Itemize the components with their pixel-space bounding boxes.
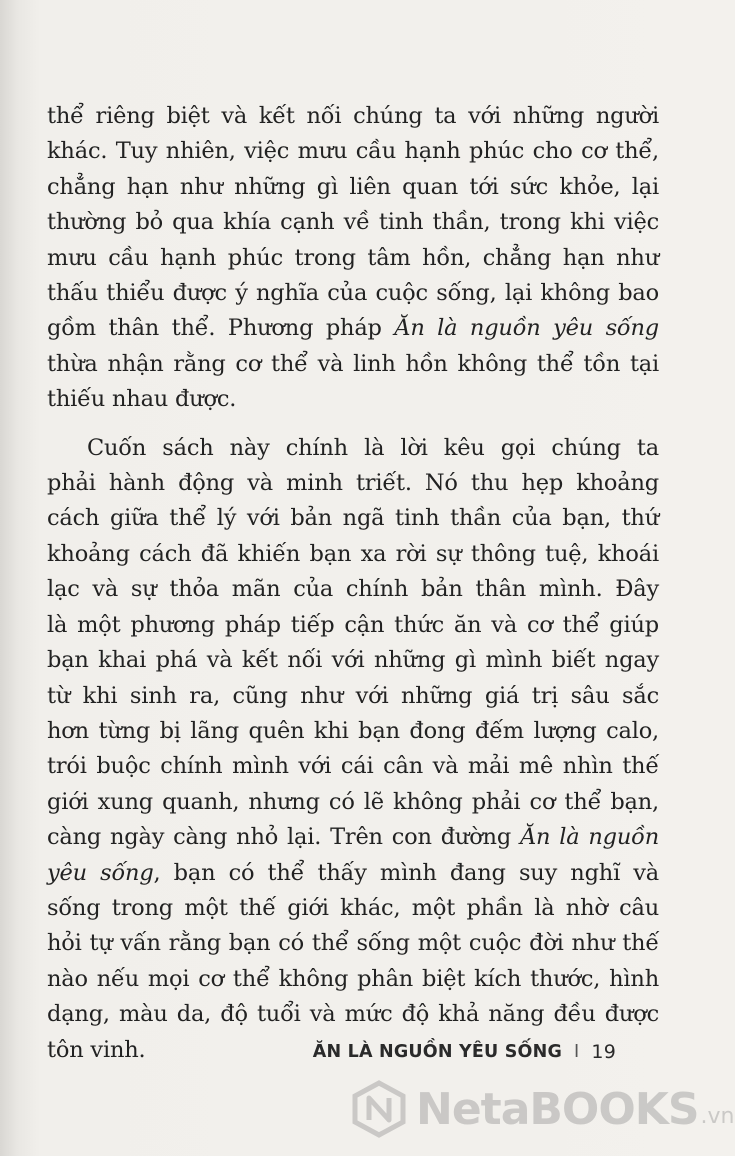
- book-title-italic: Ăn là nguồn: [519, 824, 659, 851]
- watermark: [350, 1080, 735, 1138]
- text-line: hỏi tự vấn rằng bạn có thể sống một cuộc đời như thế: [47, 930, 659, 957]
- text-line: cách giữa thể lý với bản ngã tinh thần của bạn, thứ: [47, 505, 659, 532]
- text-run: , bạn có thể thấy mình đang suy nghĩ và: [153, 859, 660, 886]
- text-line: từ khi sinh ra, cũng như với những giá trị sâu sắc: [47, 682, 659, 709]
- watermark-suffix: .vn: [700, 1103, 735, 1129]
- book-title-italic: yêu sống: [47, 859, 154, 886]
- text-line: thường bỏ qua khía cạnh về tinh thần, trong khi việc: [47, 209, 659, 236]
- text-line: Cuốn sách này chính là lời kêu gọi chúng ta: [87, 434, 659, 461]
- running-footer: [313, 1041, 616, 1063]
- netabooks-logo-icon: [350, 1080, 408, 1138]
- text-line: thừa nhận rằng cơ thể và linh hồn không thể tồn tại: [47, 350, 659, 377]
- footer-separator: I: [574, 1042, 580, 1062]
- page-number: 19: [591, 1041, 616, 1063]
- running-title: ĂN LÀ NGUỒN YÊU SỐNG: [312, 1042, 563, 1062]
- text-line: nào nếu mọi cơ thể không phân biệt kích thước, hình: [47, 965, 659, 992]
- text-line: hơn từng bị lãng quên khi bạn đong đếm lượng calo,: [47, 717, 659, 744]
- watermark-brand: NetaBOOKS: [416, 1083, 699, 1135]
- text-line: tôn vinh.: [47, 1036, 146, 1063]
- text-line: trói buộc chính mình với cái cân và mải mê nhìn thế: [47, 753, 659, 780]
- paragraph-2: [47, 431, 659, 1033]
- paragraph-1-end: [47, 382, 659, 417]
- book-title-italic: Ăn là nguồn yêu sống: [394, 315, 659, 342]
- text-run: gồm thân thể. Phương pháp: [47, 315, 395, 342]
- paragraph-1: [47, 99, 659, 382]
- text-line: thiếu nhau được.: [47, 386, 237, 413]
- text-line: dạng, màu da, độ tuổi và mức độ khả năng đều được: [47, 1001, 659, 1028]
- text-line: thấu thiểu được ý nghĩa của cuộc sống, lại không bao: [47, 280, 659, 307]
- text-line: thể riêng biệt và kết nối chúng ta với những người: [47, 103, 659, 129]
- text-line: là một phương pháp tiếp cận thức ăn và cơ thể giúp: [47, 611, 659, 638]
- text-line: mưu cầu hạnh phúc trong tâm hồn, chẳng hạn như: [47, 244, 659, 271]
- body-text: [47, 99, 659, 1068]
- text-line: [47, 820, 659, 855]
- text-line: khác. Tuy nhiên, việc mưu cầu hạnh phúc cho cơ thể,: [47, 138, 659, 165]
- text-line: sống trong một thế giới khác, một phần là nhờ câu: [47, 894, 659, 921]
- text-line: khoảng cách đã khiến bạn xa rời sự thông tuệ, khoái: [47, 540, 659, 567]
- text-line: [47, 311, 659, 346]
- text-line: [47, 856, 659, 891]
- text-line: giới xung quanh, nhưng có lẽ không phải cơ thể bạn,: [47, 788, 659, 815]
- text-line: chẳng hạn như những gì liên quan tới sức khỏe, lại: [47, 173, 659, 200]
- text-line: phải hành động và minh triết. Nó thu hẹp khoảng: [47, 470, 659, 497]
- text-run: càng ngày càng nhỏ lại. Trên con đường: [47, 824, 520, 851]
- text-line: bạn khai phá và kết nối với những gì mình biết ngay: [47, 647, 659, 674]
- text-line: lạc và sự thỏa mãn của chính bản thân mình. Đây: [47, 576, 659, 603]
